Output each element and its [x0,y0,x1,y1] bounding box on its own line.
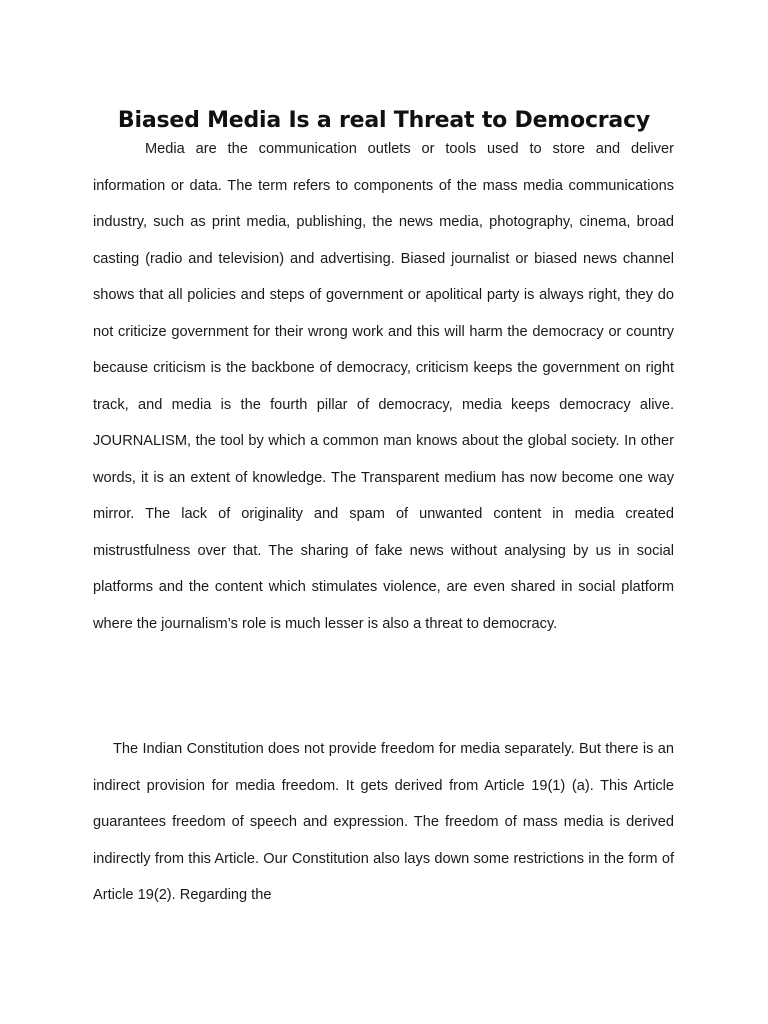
document-title: Biased Media Is a real Threat to Democracy [117,107,651,133]
paragraph-media-definition: Media are the communication outlets or tools used to store and deliver information or data. The term refers to components of the mass media communications industry, such as print media, publishing, the news media, photography, cinema, broad casting (radio and television) and advertising. Biased journalist or biased news channel shows that all policies and steps of government or apolitical party is always right, they do not criticize government for their wrong work and this will harm the democracy or country because criticism is the backbone of democracy, criticism keeps the government on right track, and media is the fourth pillar of democracy, media keeps democracy alive. JOURNALISM, the tool by which a common man knows about the global society. In other words, it is an extent of knowledge. The Transparent medium has now become one way mirror. The lack of originality and spam of unwanted content in media created mistrustfulness over that. The sharing of fake news without analysing by us in social platforms and the content which stimulates violence, are even shared in social platform where the journalism’s role is much lesser is also a threat to democracy. [93,141,674,632]
paragraph-indian-constitution: The Indian Constitution does not provide freedom for media separately. But there is an indirect provision for media freedom. It gets derived from Article 19(1) (a). This Article guarantees freedom of speech and expression. The freedom of mass media is derived indirectly from this Article. Our Constitution also lays down some restrictions in the form of Article 19(2). Regarding the [93,741,674,903]
